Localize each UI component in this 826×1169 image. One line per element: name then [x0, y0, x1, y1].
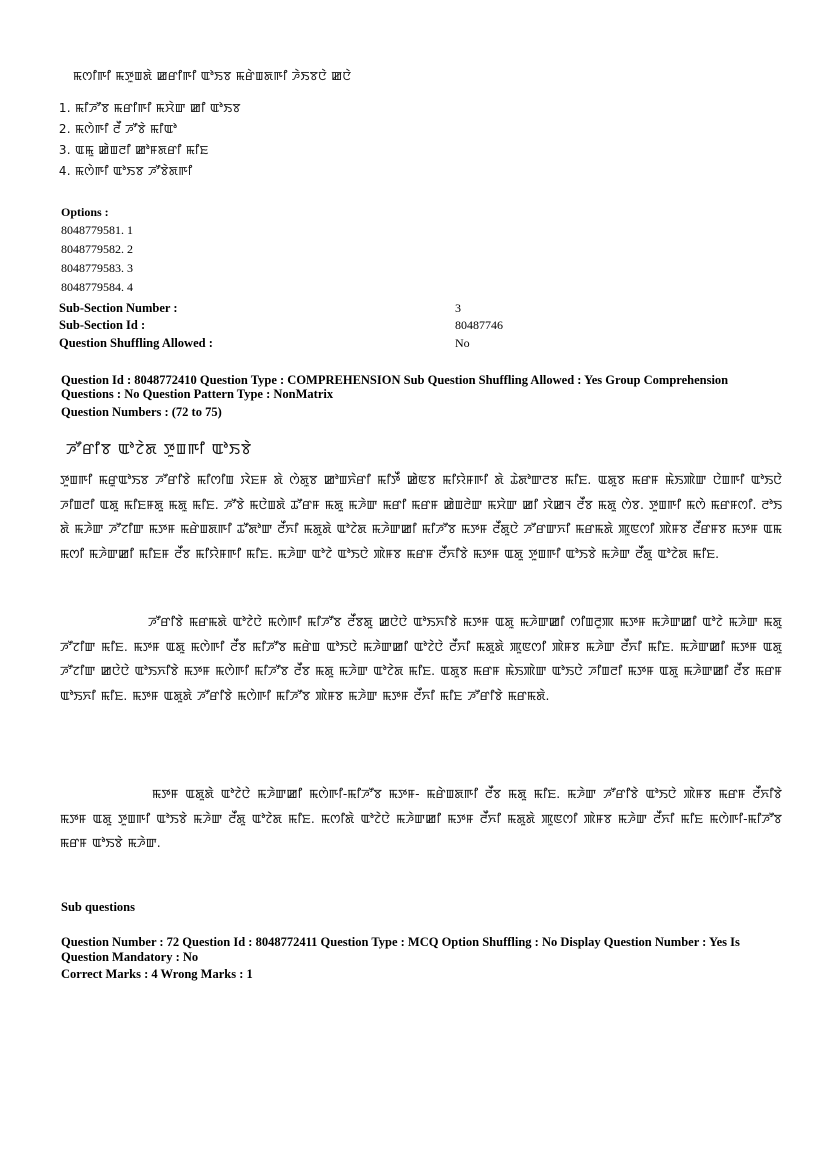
passage-paragraph-3: ꯃꯇꯝ ꯑꯗꯨꯗꯥ ꯑꯣꯖꯥꯅꯥ ꯃꯍꯥꯛꯀꯤ ꯃꯁꯥꯒꯤ-ꯃꯤꯍꯧꯕ ꯃꯇꯝ- ꯃꯔꯥꯡꯗꯒꯤ ꯂꯩꯕ ꯃꯗꯨ ꯃꯤꯐ. ꯃꯍꯥꯛ ꯍꯧꯔꯤꯕꯥ ꯑꯣꯏꯅꯥ ꯄꯥꯝꯕ ꯃꯔꯝ ꯂꯩꯈꯤꯕꯥ ꯃꯇꯝ ꯑꯗꯨ ꯇꯨꯡꯒꯤ ꯑꯣꯏꯕꯥ ꯃꯍꯥꯛ ꯂꯩꯗꯨ ꯑꯣꯖꯥꯗ ꯃꯤꯐ. ꯃꯁꯤꯗꯥ ꯑꯣꯖꯥꯅꯥ ꯃꯍꯥꯛꯀꯤ ꯃꯇꯝ ꯂꯩꯈꯤ ꯃꯗꯨꯗꯥ ꯄꯨꯟꯁꯤ ꯄꯥꯝꯕ ꯃꯍꯥꯛ ꯂꯩꯈꯤ ꯃꯤꯐ ꯃꯁꯥꯒꯤ-ꯃꯤꯍꯧꯕ ꯃꯔꯝ ꯑꯣꯏꯕꯥ ꯃꯍꯥꯛ.: [60, 787, 782, 850]
choice-list: [55, 98, 455, 182]
option-row-1: 8048779581. 1: [61, 223, 133, 237]
sub-section-number-value: 3: [455, 301, 461, 315]
option-row-3: 8048779583. 3: [61, 261, 133, 275]
shuffling-label: Question Shuffling Allowed :: [59, 336, 213, 350]
sub-question-header-line1: Question Number : 72 Question Id : 8048772411 Question Type : MCQ Option Shuffling : No Display Question Number : Yes Is: [61, 935, 740, 949]
option-row-2: 8048779582. 2: [61, 242, 133, 256]
passage-paragraph-2: ꯍꯧꯔꯤꯕꯥ ꯃꯔꯃꯗꯥ ꯑꯣꯖꯥꯅꯥ ꯃꯁꯥꯒꯤ ꯃꯤꯍꯧꯕ ꯂꯩꯕꯗꯨ ꯀꯅꯥꯅꯥ ꯑꯣꯏꯈꯤꯕꯥ ꯃꯇꯝ ꯑꯗꯨ ꯃꯍꯥꯛꯀꯤ ꯁꯤꯡꯂꯨꯄ ꯃꯇꯝ ꯃꯍꯥꯛꯀꯤ ꯑꯣꯖꯥ ꯃꯍꯥꯛ ꯃꯗꯨ ꯍꯧꯖꯤꯛ ꯃꯤꯐ. ꯃꯇꯝ ꯑꯗꯨ ꯃꯁꯥꯒꯤ ꯂꯩꯕ ꯃꯤꯍꯧꯕ ꯃꯔꯥꯡ ꯑꯣꯏꯅꯥ ꯃꯍꯥꯛꯀꯤ ꯑꯣꯖꯥꯅꯥ ꯂꯩꯈꯤ ꯃꯗꯨꯗꯥ ꯄꯨꯟꯁꯤ ꯄꯥꯝꯕ ꯃꯍꯥꯛ ꯂꯩꯈꯤ ꯃꯤꯐ. ꯃꯍꯥꯛꯀꯤ ꯃꯇꯝ ꯑꯗꯨ ꯍꯧꯖꯤꯛ ꯀꯅꯥꯅꯥ ꯑꯣꯏꯈꯤꯕꯥ ꯃꯇꯝ ꯃꯁꯥꯒꯤ ꯃꯤꯍꯧꯕ ꯂꯩꯕ ꯃꯗꯨ ꯃꯍꯥꯛ ꯑꯣꯖꯥꯗ ꯃꯤꯐ. ꯑꯗꯨꯕ ꯃꯔꯝ ꯃꯥꯏꯄꯥꯛ ꯑꯣꯏꯅꯥ ꯍꯤꯡꯂꯤ ꯃꯇꯝ ꯑꯗꯨ ꯃꯍꯥꯛꯀꯤ ꯂꯩꯕ ꯃꯔꯝ ꯑꯣꯏꯈꯤ ꯃꯤꯐ. ꯃꯇꯝ ꯑꯗꯨꯗꯥ ꯍꯧꯔꯤꯕꯥ ꯃꯁꯥꯒꯤ ꯃꯤꯍꯧꯕ ꯄꯥꯝꯕ ꯃꯍꯥꯛ ꯃꯇꯝ ꯂꯩꯈꯤ ꯃꯤꯐ ꯍꯧꯔꯤꯕꯥ ꯃꯔꯃꯗꯥ.: [60, 615, 782, 703]
sub-questions-label: Sub questions: [61, 900, 135, 914]
shuffling-value: No: [455, 336, 470, 350]
choice-item-2: 2. ꯃꯁꯥꯒꯤ ꯂꯩ ꯍꯧꯕꯥ ꯃꯤꯑꯣ: [75, 119, 455, 140]
option-row-4: 8048779584. 4: [61, 280, 133, 294]
question-numbers: Question Numbers : (72 to 75): [61, 405, 222, 419]
comprehension-header-line1: Question Id : 8048772410 Question Type : COMPREHENSION Sub Question Shuffling Allowed : Yes Group Comprehension: [61, 373, 729, 387]
comprehension-header-line2: Questions : No Question Pattern Type : NonMatrix: [61, 387, 334, 401]
question-text: ꯃꯁꯤꯒꯤ ꯃꯇꯨꯡꯗꯥ ꯀꯔꯤꯒꯤ ꯑꯣꯏꯕ ꯃꯔꯥꯡꯗꯒꯤ ꯍꯥꯏꯕꯅꯥ ꯀꯅꯥ: [73, 69, 352, 83]
options-label: Options :: [61, 205, 109, 219]
sub-question-header-line2: Question Mandatory : No: [61, 950, 199, 964]
marks-line: Correct Marks : 4 Wrong Marks : 1: [61, 967, 253, 981]
passage-paragraph-1: ꯇꯨꯡꯒꯤ ꯃꯔꯨꯑꯣꯏꯕ ꯍꯧꯔꯤꯕꯥ ꯃꯤꯁꯤꯡ ꯋꯥꯐꯝ ꯗꯥ ꯁꯥꯗꯨꯕ ꯀꯣꯡꯈꯥꯔꯤ ꯃꯤꯇꯩ ꯀꯥꯟꯕ ꯃꯤꯌꯥꯝꯒꯤ ꯗꯥ ꯊꯥꯗꯣꯛꯂꯕ ꯃꯤꯐ. ꯑꯗꯨꯕ ꯃꯔꯝ ꯃꯥꯏꯄꯥꯛ ꯅꯥꯡꯒꯤ ꯑꯣꯏꯅꯥ ꯍꯤꯡꯂꯤ ꯑꯗꯨ ꯃꯤꯐꯝꯗꯨ ꯃꯗꯨ ꯃꯤꯐ. ꯍꯧꯕꯥ ꯃꯅꯥꯡꯗꯥ ꯊꯧꯔꯝ ꯃꯗꯨ ꯃꯍꯥꯛ ꯃꯔꯤ ꯃꯔꯝ ꯀꯥꯡꯂꯥꯛ ꯃꯆꯥꯛ ꯀꯤ ꯋꯥꯀꯜ ꯂꯩꯕ ꯃꯗꯨ ꯁꯥꯕ. ꯇꯨꯡꯒꯤ ꯃꯁꯥ ꯃꯔꯝꯁꯤ. ꯂꯣꯏ ꯗꯥ ꯃꯍꯥꯛ ꯍꯧꯖꯤꯛ ꯃꯇꯝ ꯃꯔꯥꯡꯗꯒꯤ ꯊꯧꯗꯣꯛ ꯂꯩꯈꯤ ꯃꯗꯨꯗꯥ ꯑꯣꯖꯥꯗ ꯃꯍꯥꯛꯀꯤ ꯃꯤꯍꯧꯕ ꯃꯇꯝ ꯂꯩꯗꯨꯅꯥ ꯍꯧꯔꯛꯈꯤ ꯃꯔꯃꯗꯥ ꯄꯨꯟꯁꯤ ꯄꯥꯝꯕ ꯂꯩꯔꯝꯕ ꯃꯇꯝ ꯑꯃ ꯃꯁꯤ ꯃꯍꯥꯛꯀꯤ ꯃꯤꯐꯝ ꯂꯩꯕ ꯃꯤꯌꯥꯝꯒꯤ ꯃꯤꯐ. ꯃꯍꯥꯛ ꯑꯣꯖꯥ ꯑꯣꯏꯅꯥ ꯄꯥꯝꯕ ꯃꯔꯝ ꯂꯩꯈꯤꯕꯥ ꯃꯇꯝ ꯑꯗꯨ ꯇꯨꯡꯒꯤ ꯑꯣꯏꯕꯥ ꯃꯍꯥꯛ ꯂꯩꯗꯨ ꯑꯣꯖꯥꯗ ꯃꯤꯐ.: [60, 473, 782, 561]
choice-item-1: 1. ꯃꯤꯍꯧꯕ ꯃꯔꯤꯒꯤ ꯃꯆꯥꯛ ꯀꯤ ꯑꯣꯏꯕ: [75, 98, 455, 119]
choice-item-3: 3. ꯑꯃꯨ ꯀꯥꯡꯂꯤ ꯀꯣꯝꯗꯔꯤ ꯃꯤꯐ: [75, 140, 455, 161]
choice-item-4: 4. ꯃꯁꯥꯒꯤ ꯑꯣꯏꯕ ꯍꯧꯕꯥꯗꯒꯤ: [75, 161, 455, 182]
sub-section-id-value: 80487746: [455, 318, 503, 332]
passage-title: ꯍꯧꯔꯤꯕ ꯑꯣꯖꯥꯗ ꯇꯨꯡꯒꯤ ꯑꯣꯏꯕꯥ: [66, 440, 253, 458]
sub-section-id-label: Sub-Section Id :: [59, 318, 146, 332]
sub-section-number-label: Sub-Section Number :: [59, 301, 178, 315]
